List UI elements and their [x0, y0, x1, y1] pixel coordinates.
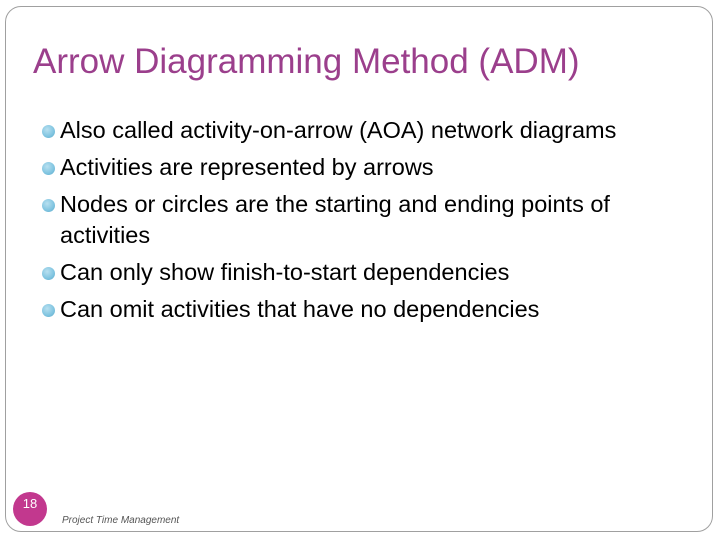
bullet-dot-icon	[42, 162, 55, 175]
bullet-text: Can only show finish-to-start dependencies	[60, 259, 510, 285]
bullet-list	[40, 115, 660, 331]
bullet-item	[40, 294, 660, 325]
bullet-text: Nodes or circles are the starting and ending points of activities	[60, 191, 610, 248]
page-number: 18	[22, 495, 38, 511]
bullet-dot-icon	[42, 199, 55, 212]
page-number-badge	[13, 492, 47, 526]
bullet-item	[40, 115, 660, 146]
bullet-text: Activities are represented by arrows	[60, 154, 434, 180]
bullet-item	[40, 152, 660, 183]
slide-title: Arrow Diagramming Method (ADM)	[33, 42, 580, 81]
bullet-dot-icon	[42, 267, 55, 280]
bullet-text: Also called activity-on-arrow (AOA) network diagrams	[60, 117, 617, 143]
bullet-dot-icon	[42, 125, 55, 138]
bullet-text: Can omit activities that have no dependencies	[60, 296, 540, 322]
bullet-dot-icon	[42, 304, 55, 317]
bullet-item	[40, 257, 660, 288]
bullet-item	[40, 189, 660, 251]
footer-text: Project Time Management	[62, 515, 180, 526]
